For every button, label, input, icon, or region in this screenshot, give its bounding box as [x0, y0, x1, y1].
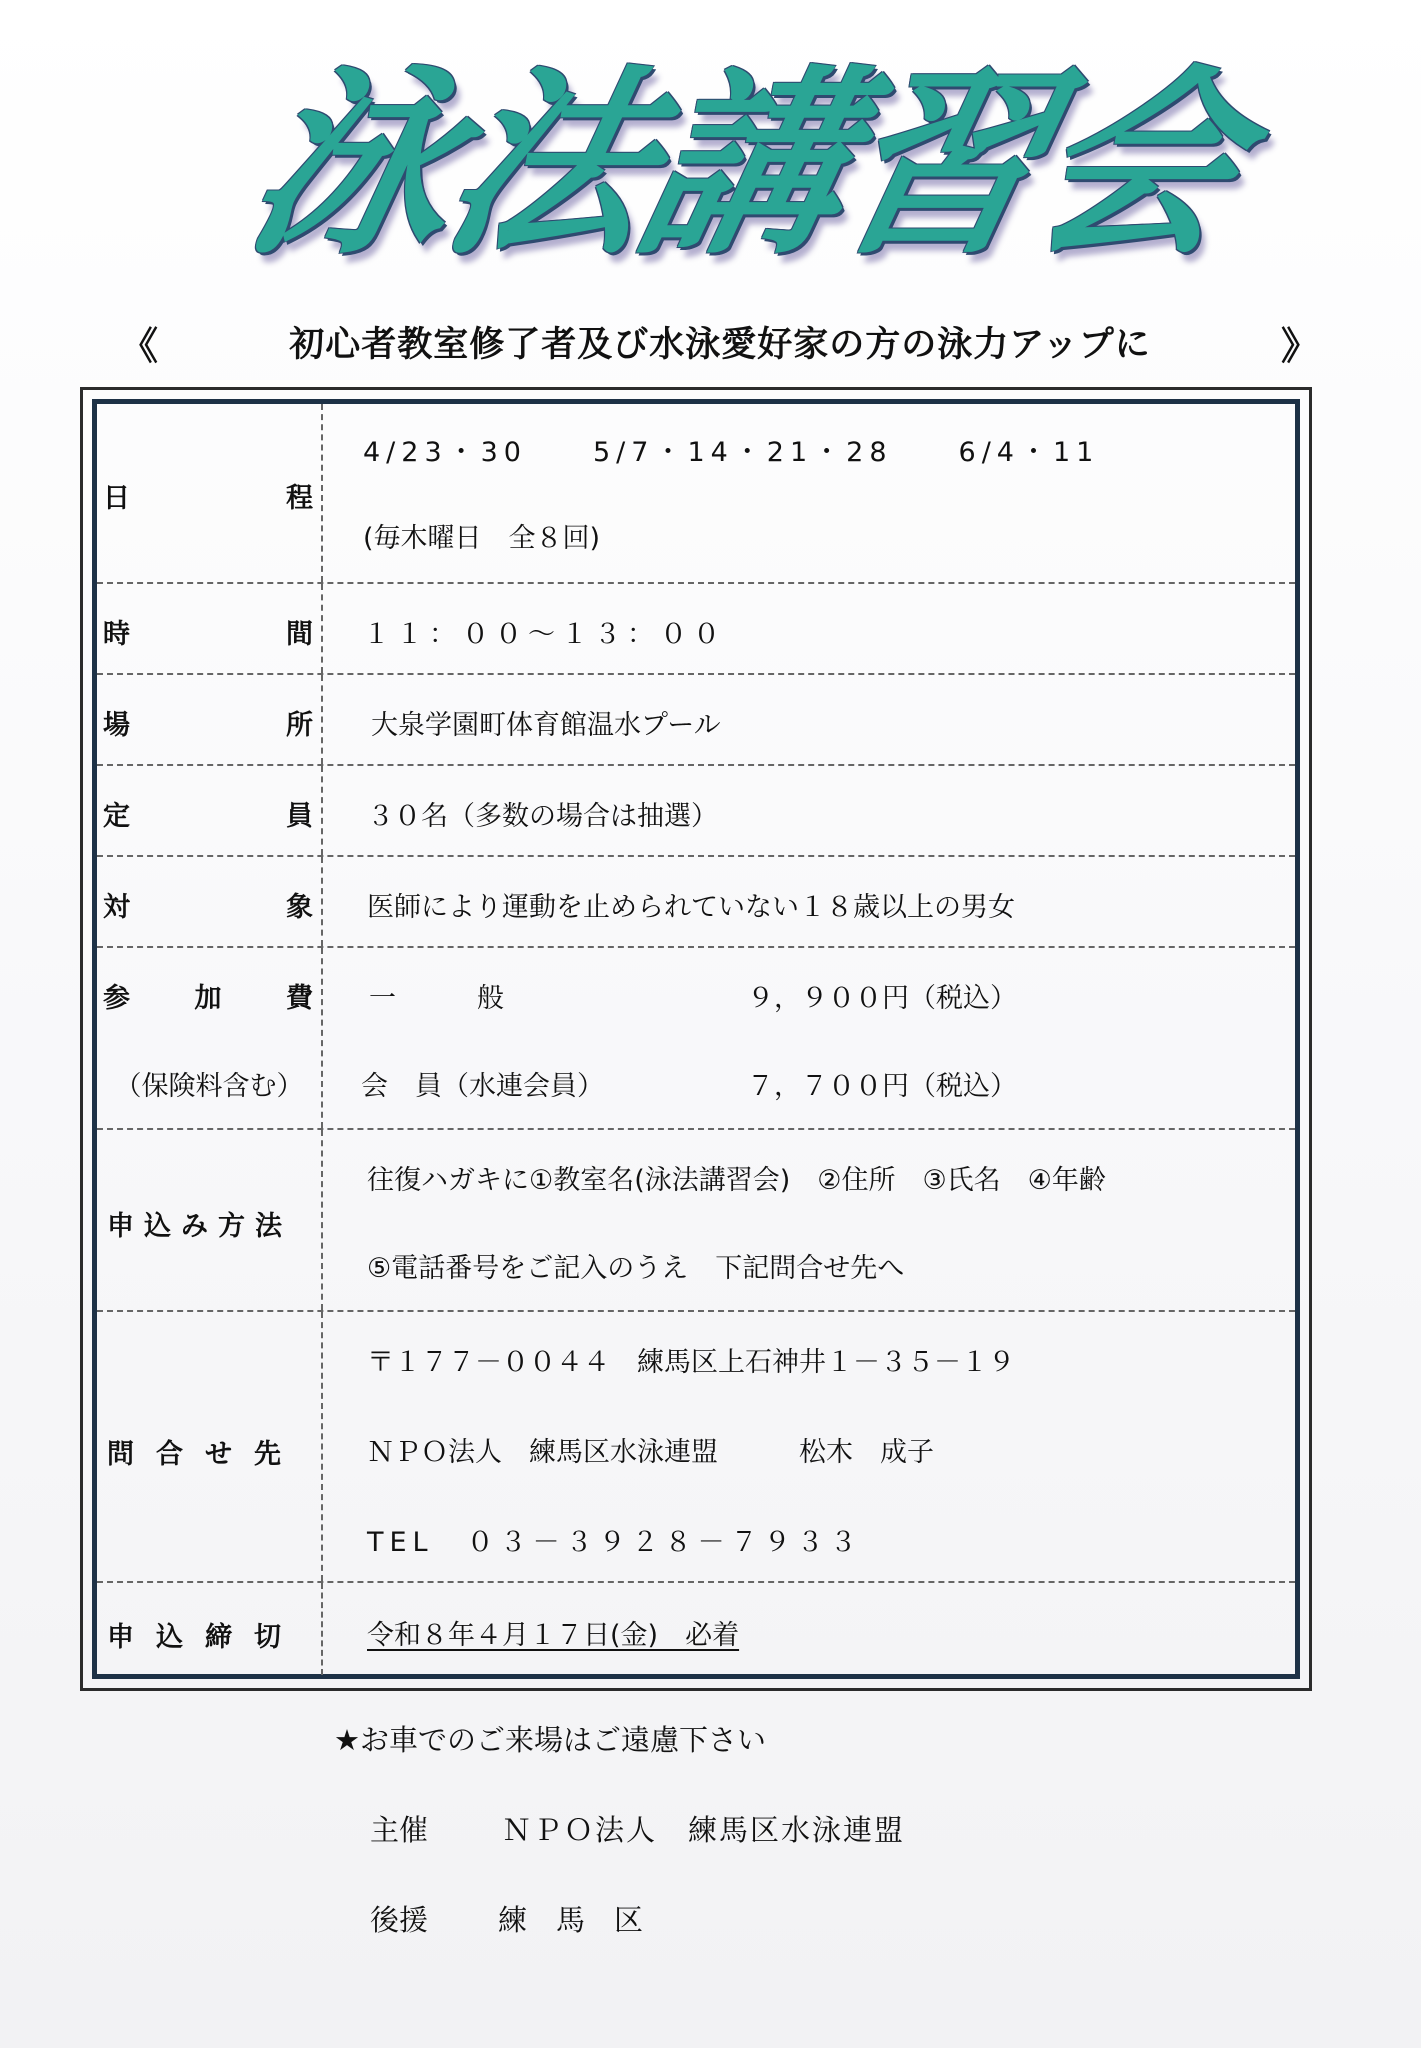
label-time — [103, 612, 313, 651]
label-place-char-1: 場 — [103, 710, 130, 741]
label-schedule-char-2: 程 — [286, 483, 313, 514]
row-time — [97, 584, 1295, 675]
fee-member-price: ７，７００円（税込） — [747, 1071, 1017, 1102]
info-table — [92, 399, 1300, 1679]
label-capacity-char-2: 員 — [286, 801, 313, 832]
label-deadline: 申込締切 — [107, 1622, 303, 1653]
label-fee-sub: （保険料含む） — [114, 1071, 304, 1102]
fee-general-label: 一 般 — [369, 983, 504, 1014]
fee-general-price: ９，９００円（税込） — [747, 983, 1017, 1014]
label-fee-char-3: 費 — [286, 983, 313, 1014]
label-apply: 申込み方法 — [107, 1211, 292, 1242]
subtitle-close-bracket: 》 — [1280, 323, 1320, 368]
apply-line-1: 往復ハガキに①教室名(泳法講習会) ②住所 ③氏名 ④年齢 — [367, 1165, 1106, 1196]
support-label: 後援 — [370, 1903, 429, 1937]
label-place-char-2: 所 — [286, 710, 313, 741]
subtitle-open-bracket: 《 — [120, 323, 160, 368]
notice-no-cars: ★お車でのご来場はご遠慮下さい — [334, 1723, 766, 1757]
fee-member-label: 会 員（水連会員） — [361, 1071, 604, 1102]
row-target — [97, 857, 1295, 948]
support-value: 練 馬 区 — [498, 1903, 644, 1937]
host-value: ＮＰＯ法人 練馬区水泳連盟 — [502, 1813, 906, 1847]
label-time-char-2: 間 — [286, 619, 313, 650]
time-value: １１：００～１３：００ — [363, 619, 726, 650]
label-schedule-char-1: 日 — [103, 483, 130, 514]
row-deadline — [97, 1583, 1295, 1675]
host-label: 主催 — [370, 1813, 429, 1847]
schedule-dates: 4/23・30 5/7・14・21・28 6/4・11 — [363, 437, 1100, 468]
label-capacity-char-1: 定 — [103, 801, 130, 832]
contact-org: ＮＰＯ法人 練馬区水泳連盟 松木 成子 — [367, 1437, 934, 1468]
capacity-value: ３０名（多数の場合は抽選） — [367, 801, 718, 832]
label-contact: 問合せ先 — [107, 1439, 303, 1470]
info-table-frame — [80, 387, 1312, 1691]
label-target — [103, 885, 313, 924]
row-fee — [97, 948, 1295, 1130]
subtitle-text: 初心者教室修了者及び水泳愛好家の方の泳力アップに — [289, 325, 1151, 365]
label-time-char-1: 時 — [103, 619, 130, 650]
schedule-note: (毎木曜日 全８回) — [363, 523, 601, 554]
row-contact — [97, 1312, 1295, 1583]
flyer-subtitle — [120, 312, 1320, 372]
target-value: 医師により運動を止められていない１８歳以上の男女 — [367, 892, 1015, 923]
contact-address: 〒１７７－００４４ 練馬区上石神井１－３５－１９ — [367, 1347, 1015, 1378]
apply-line-2: ⑤電話番号をご記入のうえ 下記問合せ先へ — [367, 1253, 905, 1284]
row-place — [97, 675, 1295, 766]
contact-tel: TEL ０３－３９２８－７９３３ — [367, 1527, 863, 1558]
row-apply — [97, 1130, 1295, 1312]
label-fee — [103, 976, 313, 1015]
label-fee-char-2: 加 — [194, 983, 222, 1014]
row-capacity — [97, 766, 1295, 857]
label-target-char-1: 対 — [103, 892, 130, 923]
label-schedule — [103, 476, 313, 515]
label-target-char-2: 象 — [286, 892, 313, 923]
label-place — [103, 703, 313, 742]
deadline-value: 令和８年４月１７日(金) 必着 — [367, 1620, 740, 1651]
label-capacity — [103, 794, 313, 833]
place-value: 大泉学園町体育館温水プール — [371, 710, 721, 741]
row-schedule — [97, 404, 1295, 584]
flyer-title: 泳法講習会 — [230, 47, 1261, 282]
label-fee-char-1: 参 — [103, 983, 130, 1014]
